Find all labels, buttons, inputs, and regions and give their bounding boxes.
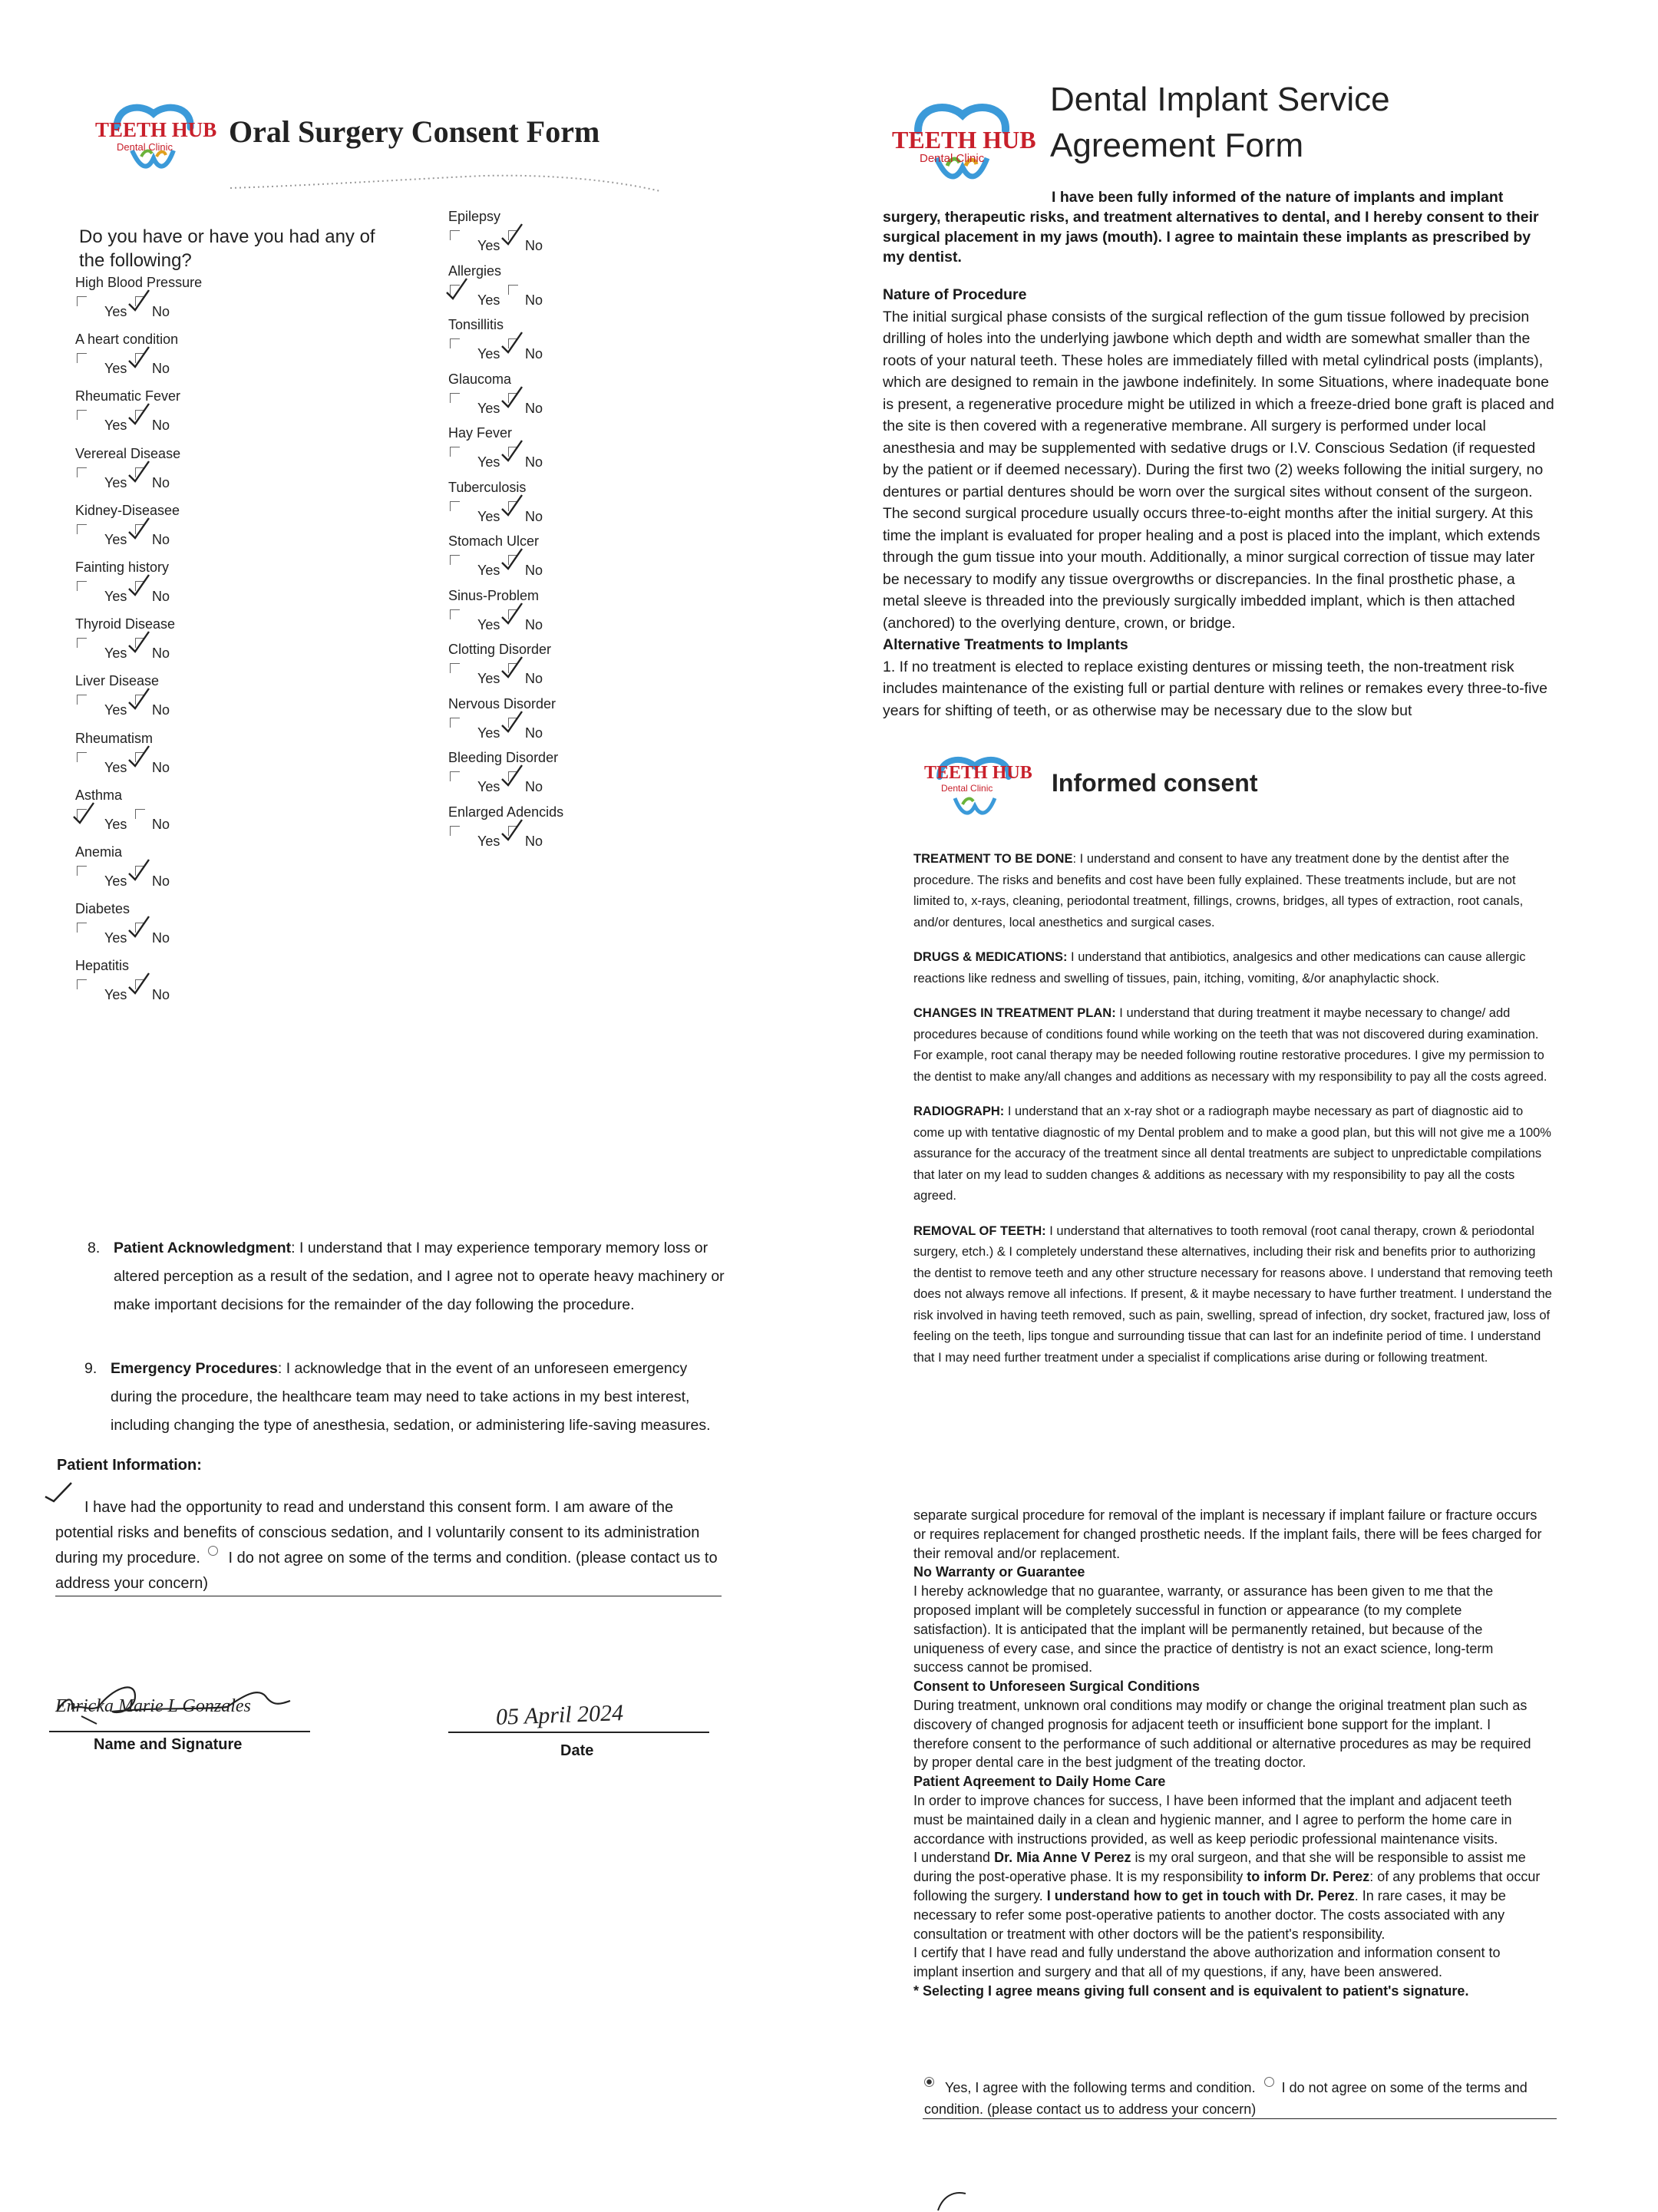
informed-section-heading: TREATMENT TO BE DONE: [913, 852, 1073, 866]
informed-section-text: I understand that an x-ray shot or a radiograph maybe necessary as part of diagnostic aid to come up with tentative diagnostic of my Dental problem and to make a good plan, but this will not give me a 100% assurance for the accuracy of the treatment since all dental treatments are subject to unpredictable compilations that later on my lead to sudden changes & additions as necessary with my responsibility to pay all the costs agreed.: [913, 1104, 1551, 1203]
condition-label: Enlarged Adencids: [448, 804, 564, 820]
condition-label: Fainting history: [75, 560, 170, 575]
condition-checkbox[interactable]: [77, 638, 87, 648]
implant-title-line2: Agreement Form: [1050, 127, 1304, 164]
yes-option[interactable]: Yes: [104, 361, 127, 377]
yes-option[interactable]: Yes: [477, 563, 500, 578]
yes-option[interactable]: Yes: [104, 930, 127, 946]
no-option[interactable]: No: [525, 779, 543, 794]
condition-checkbox-no[interactable]: [508, 285, 518, 295]
agree-underline: [923, 2118, 1557, 2119]
agree-option-text: Yes, I agree with the following terms and condition.: [945, 2080, 1256, 2095]
condition-checkbox[interactable]: [450, 393, 460, 403]
check-mark-icon: [126, 913, 152, 939]
no-option[interactable]: No: [525, 508, 543, 524]
condition-answer-row: [75, 638, 229, 661]
no-option[interactable]: No: [525, 725, 543, 741]
condition-label: Glaucoma: [448, 371, 512, 387]
condition-answer-row: [75, 752, 229, 775]
yes-option[interactable]: Yes: [104, 645, 127, 662]
condition-answer-row: [448, 555, 602, 578]
surgeon-text-3: : of any problems that occur following the surgery.: [913, 1869, 1541, 1903]
item-9-number: 9.: [84, 1360, 97, 1377]
yes-option[interactable]: Yes: [477, 725, 500, 741]
patient-signature: [51, 1673, 296, 1727]
selecting-note: * Selecting I agree means giving full consent and is equivalent to patient's signature.: [913, 1983, 1469, 1999]
condition-label: Tonsillitis: [448, 317, 504, 332]
condition-checkbox[interactable]: [77, 467, 87, 477]
nature-heading: Nature of Procedure: [883, 286, 1027, 303]
condition-label: Thyroid Disease: [75, 616, 176, 632]
surgeon-text-2: is my oral surgeon, and that she will be responsible to assist me during the post-operative phase. It is my responsibility: [913, 1850, 1526, 1885]
no-option[interactable]: No: [152, 987, 170, 1003]
condition-answer-row: [75, 467, 229, 490]
alt-text: 1. If no treatment is elected to replace existing dentures or missing teeth, the non-treatment risk includes maintenance of the existing full or partial denture with relines or remakes every three-to-five years for shifting of teeth, or as otherwise may be necessary due to the slow but: [883, 658, 1548, 719]
implant-intro: [883, 187, 1554, 267]
homecare-heading: Patient Aqreement to Daily Home Care: [913, 1774, 1166, 1790]
condition-checkbox[interactable]: [77, 695, 87, 705]
yes-option[interactable]: Yes: [477, 508, 500, 524]
condition-answer-row: [448, 230, 602, 253]
check-mark-icon: [499, 654, 525, 680]
yes-option[interactable]: Yes: [104, 702, 127, 718]
check-mark-icon: [126, 743, 152, 769]
condition-label: Bleeding Disorder: [448, 750, 559, 765]
check-mark-icon: [126, 970, 152, 996]
sedation-consent-block: [55, 1495, 731, 1596]
no-option[interactable]: No: [152, 531, 170, 547]
condition-checkbox[interactable]: [450, 718, 460, 728]
date-label: Date: [560, 1742, 594, 1759]
condition-checkbox[interactable]: [77, 353, 87, 363]
condition-label: Allergies: [448, 262, 502, 279]
item-8-title: Patient Acknowledgment: [114, 1240, 292, 1256]
condition-label: Liver Disease: [75, 673, 160, 689]
check-mark-icon: [126, 515, 152, 541]
condition-checkbox[interactable]: [77, 866, 87, 876]
condition-checkbox[interactable]: [450, 609, 460, 619]
condition-answer-row: [448, 718, 602, 741]
date-line: [448, 1732, 709, 1733]
check-mark-icon: [499, 492, 525, 518]
condition-label: Hay Fever: [448, 425, 513, 441]
item-8-text: : I understand that I may experience temporary memory loss or altered perception as a result of the sedation, and I agree not to operate heavy machinery or make important decisions for the remainder of the day following the procedure.: [114, 1240, 725, 1313]
check-mark-icon: [126, 572, 152, 598]
yes-option[interactable]: Yes: [477, 454, 500, 470]
no-option[interactable]: No: [152, 702, 170, 718]
condition-answer-row: [75, 353, 229, 376]
check-mark-icon: [126, 344, 152, 370]
condition-answer-row: [448, 501, 602, 524]
condition-checkbox-no[interactable]: [135, 809, 145, 819]
informed-section-text: I understand that during treatment it maybe necessary to change/ add procedures because of conditions found while working on the teeth that was not discovered during examination. For example, root canal therapy may be needed following routine restorative procedures. I give my permission to the dentist to make any/all changes and additions as necessary with my responsibility to pay all the costs agreed.: [913, 1006, 1547, 1084]
no-option[interactable]: No: [152, 418, 170, 434]
yes-option[interactable]: Yes: [477, 346, 500, 362]
condition-checkbox[interactable]: [77, 752, 87, 762]
condition-answer-row: [75, 581, 229, 604]
no-option[interactable]: No: [152, 361, 170, 377]
yes-option[interactable]: Yes: [477, 238, 500, 253]
no-option[interactable]: No: [525, 563, 543, 578]
logo-subtitle: Dental Clinic: [920, 152, 985, 165]
item-8-acknowledgment: [88, 1234, 725, 1319]
conditions-question: Do you have or have you had any of the following?: [79, 226, 375, 271]
teeth-hub-logo-3: [918, 749, 1033, 826]
logo-name: TEETH HUB: [924, 763, 1032, 783]
check-mark-icon: [126, 629, 152, 655]
yes-option[interactable]: Yes: [104, 589, 127, 604]
condition-answer-row: [448, 826, 602, 849]
no-option[interactable]: No: [152, 589, 170, 604]
condition-answer-row: [75, 866, 229, 889]
disagree-radio[interactable]: [208, 1546, 218, 1556]
condition-label: Sinus-Problem: [448, 587, 540, 603]
check-mark-icon: [126, 458, 152, 484]
logo-subtitle: Dental Clinic: [117, 141, 173, 153]
item-8-number: 8.: [88, 1240, 101, 1256]
informed-section: [913, 947, 1555, 989]
check-mark-icon: [444, 276, 470, 302]
condition-answer-row: [75, 979, 229, 1002]
condition-label: Verereal Disease: [75, 445, 181, 461]
check-mark-icon: [126, 857, 152, 883]
condition-label: Stomach Ulcer: [448, 533, 540, 549]
implant-intro-text: I have been fully informed of the nature of implants and implant surgery, therapeutic risks, and treatment alternatives to dental, and I hereby consent to their surgical placement in my jaws (mouth). I agree to maintain these implants as prescribed by my dentist.: [883, 189, 1539, 266]
item-9-title: Emergency Procedures: [111, 1360, 278, 1377]
informed-section-heading: CHANGES IN TREATMENT PLAN:: [913, 1006, 1116, 1020]
condition-checkbox[interactable]: [450, 338, 460, 348]
yes-option[interactable]: Yes: [104, 474, 127, 490]
condition-answer-row: [75, 695, 229, 718]
condition-answer-row: [448, 285, 602, 308]
item-9-text: : I acknowledge that in the event of an unforeseen emergency during the procedure, the healthcare team may need to take actions in my best interest, including changing the type of anesthesia, sedation, or administering life-saving measures.: [111, 1360, 711, 1434]
condition-checkbox[interactable]: [450, 230, 460, 240]
condition-label: Asthma: [75, 787, 123, 803]
condition-label: Anemia: [75, 844, 123, 860]
condition-label: Tuberculosis: [448, 479, 527, 495]
informed-section-text: I understand that antibiotics, analgesics and other medications can cause allergic reactions like redness and swelling of tissues, pain, itching, vomiting, &/or anaphylactic shock.: [913, 950, 1526, 985]
condition-label: Diabetes: [75, 901, 130, 917]
agree-radio[interactable]: [924, 2077, 934, 2087]
check-mark-icon: [499, 437, 525, 464]
unforeseen-text: During treatment, unknown oral conditions may modify or change the original treatment plan such as discovery of changed prognosis for adjacent teeth or insufficient bone support for the implant. I therefore consent to the performance of such additional or alternative procedures as may be required by proper dental care in the best judgment of the treating doctor.: [913, 1697, 1531, 1771]
condition-checkbox[interactable]: [450, 663, 460, 673]
alt-heading: Alternative Treatments to Implants: [883, 636, 1128, 653]
no-option[interactable]: No: [525, 833, 543, 849]
no-option[interactable]: No: [525, 671, 543, 686]
nature-of-procedure: [883, 284, 1554, 721]
signature-line: [49, 1731, 310, 1732]
yes-option[interactable]: Yes: [104, 759, 127, 775]
yes-option[interactable]: Yes: [104, 987, 127, 1003]
condition-answer-row: [75, 809, 229, 832]
yes-option[interactable]: Yes: [104, 873, 127, 889]
yes-option[interactable]: Yes: [477, 833, 500, 849]
check-mark-icon: [71, 800, 97, 826]
agree-options: [924, 2077, 1554, 2120]
no-option[interactable]: No: [152, 759, 170, 775]
condition-label: A heart condition: [75, 332, 179, 348]
disagree-text: I do not agree on some of the terms and condition. (please contact us to address your concern): [55, 1550, 718, 1592]
logo-subtitle: Dental Clinic: [941, 783, 993, 794]
check-mark-icon: [126, 287, 152, 313]
condition-answer-row: [448, 771, 602, 794]
removal-text: separate surgical procedure for removal of the implant is necessary if implant failure or fracture occurs or requires replacement for changed prosthetic needs. If the implant fails, there will be fees charged for their removal and/or replacement.: [913, 1507, 1542, 1561]
surgeon-text-4: . In rare cases, it may be necessary to refer some post-operative patients to another doctor. The costs associated with any consultation or treatment with other doctors will be the patient's responsibility.: [913, 1887, 1506, 1942]
implant-disagree-radio[interactable]: [1264, 2077, 1274, 2087]
condition-answer-row: [75, 524, 229, 547]
bottom-signature-stroke: [935, 2189, 996, 2212]
logo-name: TEETH HUB: [892, 126, 1036, 154]
check-mark-icon: [126, 685, 152, 711]
teeth-hub-logo: [94, 97, 216, 181]
condition-answer-row: [75, 410, 229, 433]
informed-section-text: : I understand and consent to have any treatment done by the dentist after the procedure. The risks and benefits and cost have been fully explained. These treatments include, but are not limited to, x-rays, cleaning, periodontal treatment, fillings, crowns, bridges, all types of extraction, root canals, and/or dentures, local anesthetics and surgical cases.: [913, 852, 1524, 929]
check-mark-icon: [499, 329, 525, 355]
no-option[interactable]: No: [525, 454, 543, 470]
check-mark-icon: [499, 546, 525, 572]
yes-option[interactable]: Yes: [104, 418, 127, 434]
surgeon-contact: I understand how to get in touch with Dr. Perez: [1046, 1887, 1355, 1903]
date-value: 05 April 2024: [495, 1700, 624, 1730]
informed-section: [913, 1101, 1555, 1207]
condition-checkbox[interactable]: [77, 923, 87, 933]
yes-option[interactable]: Yes: [104, 304, 127, 319]
implant-title-line1: Dental Implant Service: [1050, 81, 1390, 118]
check-mark-icon: [499, 762, 525, 788]
yes-option[interactable]: Yes: [477, 779, 500, 794]
check-mark-icon: [499, 708, 525, 735]
check-mark-icon: [499, 600, 525, 626]
condition-checkbox[interactable]: [77, 524, 87, 534]
homecare-text: In order to improve chances for success, I have been informed that the implant and adjacent teeth must be maintained daily in a clean and hygienic manner, and I agree to perform the home care in accordance with instructions provided, as well as keep periodic professional maintenance visits.: [913, 1792, 1512, 1847]
oral-form-title: Oral Surgery Consent Form: [229, 114, 600, 149]
surgeon-text-1: I understand: [913, 1850, 995, 1866]
no-option[interactable]: No: [525, 238, 543, 253]
yes-option[interactable]: Yes: [477, 400, 500, 416]
item-9-emergency: [84, 1355, 729, 1440]
condition-checkbox[interactable]: [77, 979, 87, 989]
yes-option[interactable]: Yes: [477, 616, 500, 632]
check-mark-icon: [126, 401, 152, 427]
surgeon-paragraph: [913, 1848, 1543, 1943]
condition-checkbox[interactable]: [77, 410, 87, 420]
condition-label: Kidney-Diseasee: [75, 502, 180, 518]
no-option[interactable]: No: [525, 400, 543, 416]
condition-answer-row: [448, 447, 602, 470]
check-mark-icon: [499, 817, 525, 843]
yes-option[interactable]: Yes: [477, 671, 500, 686]
condition-answer-row: [75, 923, 229, 946]
condition-checkbox[interactable]: [450, 555, 460, 565]
yes-option[interactable]: Yes: [477, 292, 500, 308]
no-option[interactable]: No: [152, 930, 170, 946]
yes-option[interactable]: Yes: [104, 816, 127, 832]
surgeon-name: Dr. Mia Anne V Perez: [994, 1850, 1131, 1866]
warranty-text: I hereby acknowledge that no guarantee, warranty, or assurance has been given to me that the proposed implant will be completely successful in function or appearance (to my complete satisfaction). It is anticipated that the implant will be permanently retained, but because of the uniqueness of every case, and since the practice of dentistry is not an exact science, long-term success cannot be promised.: [913, 1583, 1494, 1676]
signature-text: Enricka Marie L Gonzales: [55, 1696, 251, 1716]
informed-consent-sections: [913, 849, 1555, 1471]
condition-label: High Blood Pressure: [75, 275, 203, 290]
unforeseen-heading: Consent to Unforeseen Surgical Conditions: [913, 1679, 1201, 1695]
condition-answer-row: [448, 609, 602, 632]
nature-text-1: The initial surgical phase consists of the surgical reflection of the gum tissue followed by precision drilling of holes into the underlying jawbone which depth and width are somewhat smaller than the roots of your natural teeth. These holes are immediately filled with metal cylindrical posts (implants), which are designed to remain in the jawbone indefinitely. In some Situations, where inadequate bone is present, a regenerative procedure might be utilized in which a freeze-dried bone graft is placed and the site is then covered with a regenerative membrane. All surgery is performed under local anesthesia and may be supplemented with sedative drugs or I.V. Conscious Sedation (if requested by the patient or if deemed necessary). During the first two (2) weeks following the initial surgery, no dentures or partial dentures should be worn over the surgical sites without consent of the surgeon.: [883, 308, 1554, 500]
no-option[interactable]: No: [152, 816, 170, 832]
sedation-consent-text: I have had the opportunity to read and understand this consent form. I am aware of the potential risks and benefits of conscious sedation, and I voluntarily consent to its administration during my procedure.: [55, 1499, 700, 1567]
informed-section-text: I understand that alternatives to tooth removal (root canal therapy, crown & periodontal surgery, etch.) & I completely understand these alternatives, including their risk and benefits prior to authorizing the dentist to remove teeth and any other structure necessary for reasons above. I understand that removing teeth does not always remove all infections. If present, & it maybe necessary to have further treatment. I understand the risk involved in having teeth removed, such as pain, swelling, spread of infection, dry socket, fractured jaw, loss of feeling on the teeth, lips tongue and surrounding tissue that can last for an indefinite period of time. I understand that I may need further treatment under a specialist if complications arise during or following treatment.: [913, 1223, 1553, 1365]
condition-checkbox[interactable]: [77, 581, 87, 591]
no-option[interactable]: No: [152, 474, 170, 490]
condition-checkbox[interactable]: [77, 296, 87, 306]
no-option[interactable]: No: [152, 873, 170, 889]
no-option[interactable]: No: [525, 346, 543, 362]
condition-label: Epilepsy: [448, 209, 501, 224]
no-option[interactable]: No: [152, 645, 170, 662]
condition-checkbox[interactable]: [450, 447, 460, 457]
condition-checkbox[interactable]: [450, 501, 460, 511]
condition-label: Rheumatism: [75, 730, 154, 746]
condition-answer-row: [448, 663, 602, 686]
condition-checkbox[interactable]: [450, 826, 460, 836]
condition-answer-row: [75, 296, 229, 319]
informed-section-heading: RADIOGRAPH:: [913, 1104, 1005, 1118]
condition-checkbox[interactable]: [450, 771, 460, 781]
scan-noise-stroke: [230, 165, 660, 196]
no-option[interactable]: No: [525, 616, 543, 632]
condition-answer-row: [448, 338, 602, 362]
yes-option[interactable]: Yes: [104, 531, 127, 547]
check-mark-icon: [499, 384, 525, 410]
implant-disagree-text: I do not agree on some of the terms and condition. (please contact us to address your concern): [924, 2080, 1528, 2117]
condition-label: Hepatitis: [75, 958, 130, 974]
logo-name: TEETH HUB: [95, 118, 217, 141]
no-option[interactable]: No: [152, 304, 170, 319]
signature-label: Name and Signature: [94, 1736, 243, 1753]
informed-consent-title: Informed consent: [1052, 769, 1258, 797]
nature-text-2: The second surgical procedure usually occurs three-to-eight months after the initial surgery. At this time the implant is evaluated for proper healing and a post is placed into the implant, which extends through the gum tissue into your mouth. Additionally, a minor surgical correction of tissue may later be necessary to modify any tissue overgrowths or discrepancies. In the final prosthetic phase, a metal sleeve is threaded into the previously surgically imbedded implant, which is then attached (anchored) to the overlying denture, crown, or bridge.: [883, 505, 1541, 632]
implant-continuation: [913, 1506, 1543, 2001]
implant-form-title: [1050, 77, 1390, 169]
no-option[interactable]: No: [525, 292, 543, 308]
check-mark-icon: [499, 221, 525, 247]
informed-section: [913, 1221, 1555, 1369]
condition-label: Rheumatic Fever: [75, 388, 181, 404]
patient-info-heading: Patient Information:: [57, 1457, 202, 1474]
informed-section: [913, 849, 1555, 933]
teeth-hub-logo-2: [890, 95, 1036, 195]
certify-text: I certify that I have read and fully understand the above authorization and information consent to implant insertion and surgery and that all of my questions, if any, have been answered.: [913, 1945, 1501, 1980]
condition-label: Nervous Disorder: [448, 695, 557, 711]
condition-answer-row: [448, 393, 602, 416]
informed-section-heading: REMOVAL OF TEETH:: [913, 1223, 1046, 1238]
condition-label: Clotting Disorder: [448, 642, 552, 657]
warranty-heading: No Warranty or Guarantee: [913, 1564, 1085, 1580]
surgeon-inform: to inform Dr. Perez: [1247, 1869, 1370, 1885]
informed-section-heading: DRUGS & MEDICATIONS:: [913, 950, 1068, 964]
informed-section: [913, 1003, 1555, 1088]
